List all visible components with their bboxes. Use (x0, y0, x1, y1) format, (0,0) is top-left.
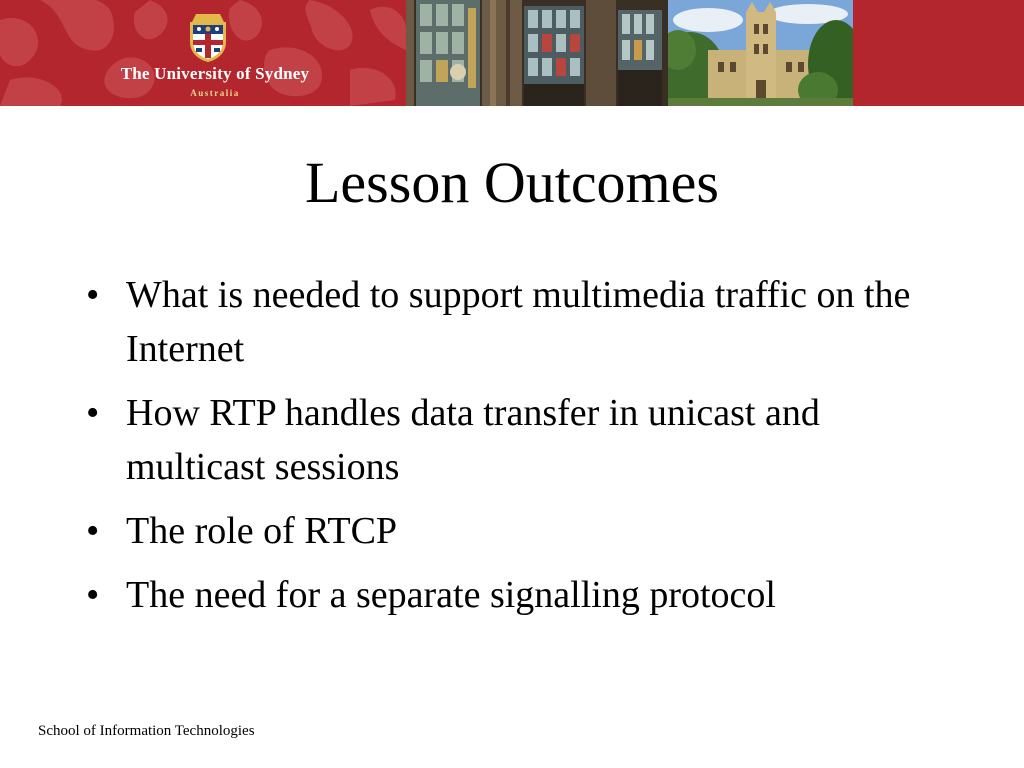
university-name: The University of Sydney (120, 64, 310, 83)
bullet-text: The need for a separate signalling protocol (126, 574, 776, 616)
university-country: Australia (190, 88, 240, 98)
bullet-item (86, 504, 936, 558)
bullet-icon: • (86, 574, 100, 616)
bullet-item (86, 386, 936, 494)
slide-title: Lesson Outcomes (305, 150, 719, 215)
bullet-icon: • (86, 392, 100, 434)
bullet-list (86, 268, 936, 632)
bullet-item (86, 568, 936, 622)
stained-glass-windows-photo (406, 0, 668, 106)
bullet-text: What is needed to support multimedia traffic on the Internet (126, 274, 911, 370)
footer-text: School of Information Technologies (38, 723, 255, 739)
bullet-icon: • (86, 274, 100, 316)
bullet-text: How RTP handles data transfer in unicast and multicast sessions (126, 392, 820, 488)
bullet-text: The role of RTCP (126, 510, 398, 552)
university-crest-icon (186, 12, 230, 62)
bullet-icon: • (86, 510, 100, 552)
quadrangle-building-photo (668, 0, 853, 106)
bullet-item (86, 268, 936, 376)
header-banner (0, 0, 1024, 106)
